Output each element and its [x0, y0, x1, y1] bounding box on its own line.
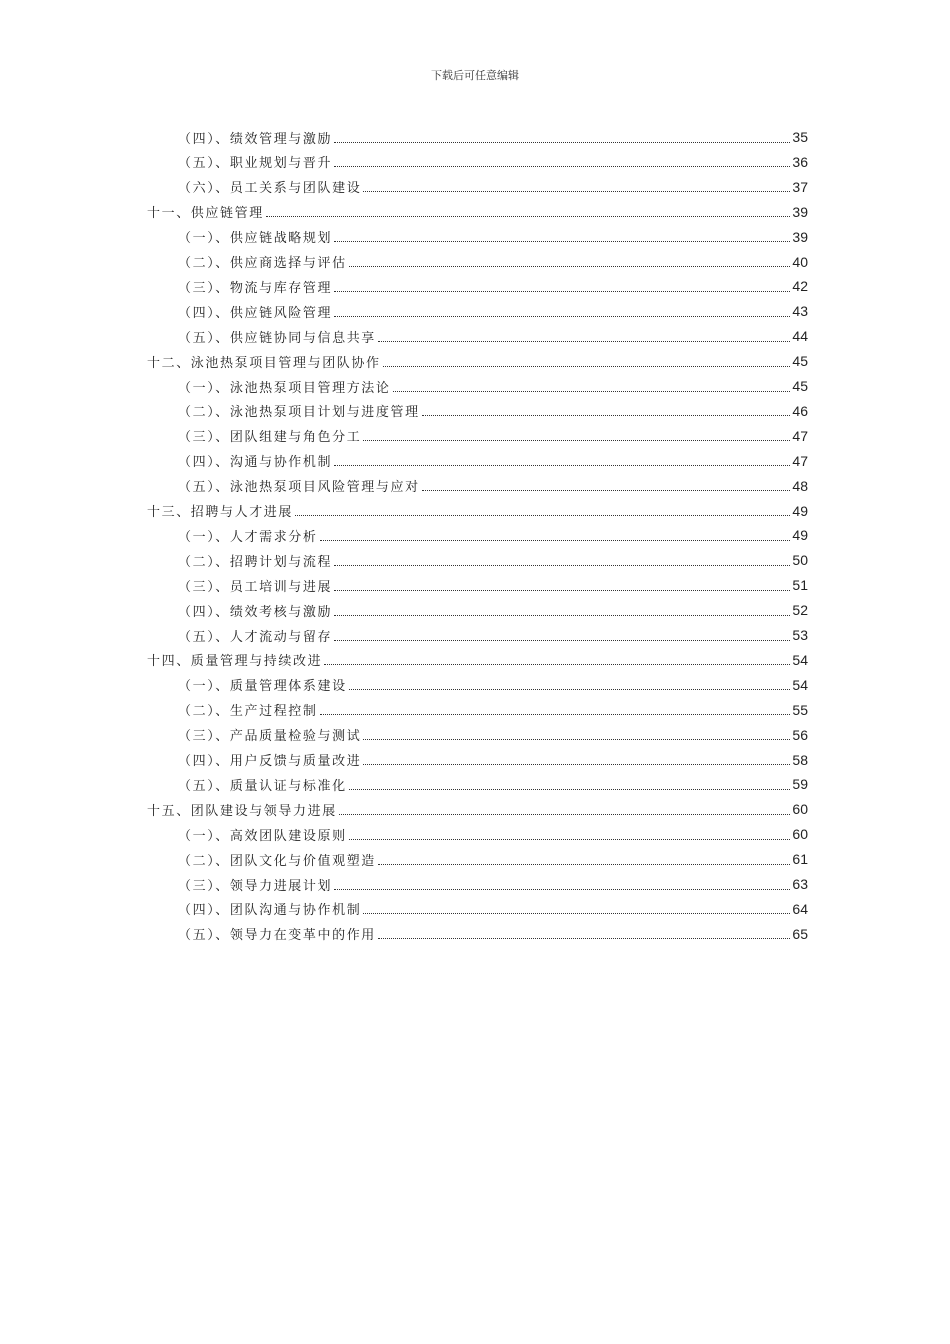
toc-page-number: 55	[792, 701, 808, 718]
toc-section-entry[interactable]	[178, 847, 808, 871]
toc-dot-leader	[363, 191, 790, 192]
toc-entry-title: （二）、供应商选择与评估	[178, 256, 347, 271]
toc-dot-leader	[349, 789, 791, 790]
toc-page-number: 39	[792, 228, 808, 245]
toc-entry-title: （四）、绩效管理与激励	[178, 131, 333, 147]
toc-page-number: 45	[792, 353, 808, 370]
toc-dot-leader	[378, 938, 791, 939]
toc-dot-leader	[334, 316, 790, 317]
toc-section-entry[interactable]	[178, 324, 808, 348]
toc-entry-title: （一）、泳池热泵项目管理方法论	[178, 380, 391, 396]
toc-page-number: 36	[792, 153, 808, 170]
toc-entry-title: （三）、团队组建与角色分工	[178, 430, 362, 446]
toc-page-number: 64	[792, 900, 808, 917]
toc-page-number: 43	[792, 303, 808, 320]
toc-entry-title: （五）、质量认证与标准化	[178, 778, 347, 794]
toc-entry-title: （五）、领导力在变革中的作用	[178, 928, 376, 944]
toc-dot-leader	[334, 166, 790, 167]
toc-entry-title: （二）、招聘计划与流程	[178, 554, 333, 570]
toc-page-number: 54	[792, 651, 808, 668]
toc-dot-leader	[349, 689, 791, 690]
toc-dot-leader	[422, 490, 791, 491]
toc-dot-leader	[334, 615, 790, 616]
toc-entry-title: 十二、泳池热泵项目管理与团队协作	[147, 355, 381, 371]
toc-section-entry[interactable]	[178, 399, 808, 423]
toc-entry-title: （二）、生产过程控制	[178, 704, 318, 720]
toc-page-number: 52	[792, 602, 808, 619]
toc-entry-title: 十一、供应链管理	[147, 206, 264, 222]
toc-section-entry[interactable]	[178, 175, 808, 199]
toc-section-entry[interactable]	[178, 449, 808, 473]
toc-dot-leader	[349, 266, 791, 267]
toc-page-number: 39	[792, 203, 808, 220]
toc-section-entry[interactable]	[178, 698, 808, 722]
toc-entry-title: （六）、员工关系与团队建设	[178, 181, 362, 197]
toc-entry-title: （五）、供应链协同与信息共享	[178, 330, 376, 346]
toc-page-number: 51	[792, 577, 808, 594]
toc-chapter-entry[interactable]	[147, 499, 808, 523]
toc-section-entry[interactable]	[178, 548, 808, 572]
toc-entry-title: （三）、物流与库存管理	[178, 280, 333, 296]
toc-page-number: 44	[792, 328, 808, 345]
toc-dot-leader	[320, 540, 791, 541]
toc-dot-leader	[334, 590, 790, 591]
toc-dot-leader	[363, 739, 790, 740]
toc-page-number: 56	[792, 726, 808, 743]
toc-entry-title: （一）、供应链战略规划	[178, 231, 333, 247]
toc-section-entry[interactable]	[178, 125, 808, 149]
toc-dot-leader	[266, 216, 791, 217]
toc-section-entry[interactable]	[178, 150, 808, 174]
toc-section-entry[interactable]	[178, 897, 808, 921]
toc-entry-title: （二）、团队文化与价值观塑造	[178, 853, 376, 869]
toc-section-entry[interactable]	[178, 474, 808, 498]
toc-dot-leader	[349, 839, 791, 840]
toc-page-number: 60	[792, 826, 808, 843]
toc-entry-title: （三）、领导力进展计划	[178, 878, 333, 894]
toc-entry-title: （四）、沟通与协作机制	[178, 455, 333, 471]
toc-entry-title: （三）、产品质量检验与测试	[178, 729, 362, 745]
toc-dot-leader	[339, 814, 791, 815]
toc-dot-leader	[320, 714, 791, 715]
toc-dot-leader	[334, 889, 790, 890]
toc-page-number: 37	[792, 178, 808, 195]
toc-dot-leader	[378, 341, 791, 342]
toc-page-number: 53	[792, 627, 808, 643]
toc-entry-title: （三）、员工培训与进展	[178, 579, 333, 595]
toc-section-entry[interactable]	[178, 872, 808, 896]
toc-dot-leader	[334, 241, 790, 242]
toc-section-entry[interactable]	[178, 822, 808, 846]
toc-entry-title: （四）、用户反馈与质量改进	[178, 754, 362, 769]
toc-section-entry[interactable]	[178, 374, 808, 398]
toc-chapter-entry[interactable]	[147, 200, 808, 224]
toc-page-number: 63	[792, 876, 808, 892]
toc-section-entry[interactable]	[178, 598, 808, 622]
toc-dot-leader	[334, 640, 790, 641]
toc-page-number: 60	[792, 801, 808, 818]
toc-section-entry[interactable]	[178, 748, 808, 772]
toc-page-number: 58	[792, 751, 808, 768]
toc-entry-title: （五）、职业规划与晋升	[178, 156, 333, 172]
toc-page-number: 50	[792, 552, 808, 569]
toc-section-entry[interactable]	[178, 250, 808, 274]
page-header: 下载后可任意编辑	[431, 69, 519, 82]
toc-entry-title: （五）、人才流动与留存	[178, 629, 333, 645]
toc-dot-leader	[334, 565, 790, 566]
toc-page-number: 40	[792, 253, 808, 270]
toc-dot-leader	[295, 515, 790, 516]
toc-section-entry[interactable]	[178, 623, 808, 647]
toc-dot-leader	[363, 913, 790, 914]
toc-dot-leader	[363, 440, 790, 441]
toc-entry-title: （五）、泳池热泵项目风险管理与应对	[178, 480, 420, 496]
toc-entry-title: 十四、质量管理与持续改进	[147, 654, 323, 670]
toc-entry-title: （二）、泳池热泵项目计划与进度管理	[178, 405, 420, 421]
toc-page-number: 47	[792, 452, 808, 469]
toc-entry-title: 十三、招聘与人才进展	[147, 505, 294, 520]
toc-dot-leader	[363, 764, 790, 765]
toc-page-number: 46	[792, 402, 808, 419]
toc-page-number: 49	[792, 502, 808, 519]
toc-section-entry[interactable]	[178, 922, 808, 946]
toc-entry-title: 十五、团队建设与领导力进展	[147, 803, 337, 819]
toc-chapter-entry[interactable]	[147, 349, 808, 373]
toc-entry-title: （四）、供应链风险管理	[178, 305, 333, 321]
toc-entry-title: （四）、绩效考核与激励	[178, 604, 333, 620]
toc-page-number: 59	[792, 776, 808, 793]
toc-page-number: 35	[792, 129, 808, 145]
toc-dot-leader	[422, 415, 791, 416]
toc-dot-leader	[393, 391, 791, 392]
toc-page-number: 48	[792, 477, 808, 494]
toc-page-number: 45	[792, 378, 808, 394]
toc-section-entry[interactable]	[178, 225, 808, 249]
toc-page-number: 47	[792, 427, 808, 444]
toc-section-entry[interactable]	[178, 299, 808, 323]
toc-dot-leader	[334, 142, 790, 143]
toc-dot-leader	[334, 291, 790, 292]
toc-dot-leader	[324, 664, 790, 665]
toc-chapter-entry[interactable]	[147, 648, 808, 672]
toc-section-entry[interactable]	[178, 673, 808, 697]
toc-dot-leader	[378, 864, 791, 865]
toc-entry-title: （一）、高效团队建设原则	[178, 828, 347, 844]
toc-page-number: 49	[792, 527, 808, 544]
toc-entry-title: （一）、人才需求分析	[178, 529, 318, 545]
toc-section-entry[interactable]	[178, 723, 808, 747]
toc-section-entry[interactable]	[178, 523, 808, 547]
toc-page-number: 61	[792, 851, 808, 868]
toc-chapter-entry[interactable]	[147, 797, 808, 821]
toc-entry-title: （四）、团队沟通与协作机制	[178, 903, 362, 919]
toc-dot-leader	[334, 465, 790, 466]
toc-entry-title: （一）、质量管理体系建设	[178, 679, 347, 695]
toc-dot-leader	[383, 366, 791, 367]
toc-section-entry[interactable]	[178, 424, 808, 448]
toc-section-entry[interactable]	[178, 274, 808, 298]
toc-section-entry[interactable]	[178, 573, 808, 597]
toc-page-number: 54	[792, 676, 808, 693]
toc-section-entry[interactable]	[178, 772, 808, 796]
toc-page-number: 65	[792, 925, 808, 942]
toc-page-number: 42	[792, 278, 808, 295]
